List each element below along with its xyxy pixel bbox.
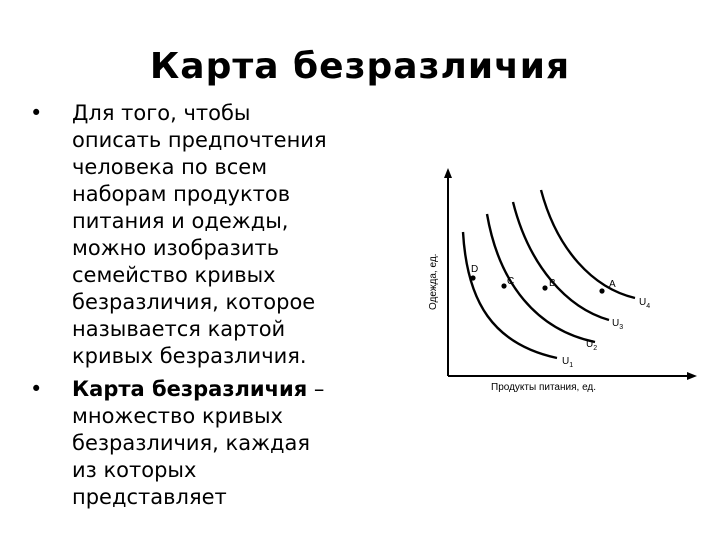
text-line: называется картой: [72, 317, 286, 341]
text-line: наборам продуктов: [72, 182, 291, 206]
point-a-label: A: [609, 279, 616, 290]
term-dash: –: [307, 377, 325, 401]
indifference-map-diagram: [405, 162, 705, 402]
curve-u4-subscript: 4: [646, 303, 651, 310]
bullet-dot-icon: •: [30, 377, 43, 401]
indifference-map-figure: [405, 162, 705, 402]
curve-u4-base: U: [639, 297, 647, 308]
point-a-marker: [599, 288, 604, 293]
curve-u4-label: [639, 297, 650, 310]
point-c-label: C: [507, 276, 515, 287]
text-line: можно изобразить: [72, 236, 280, 260]
curve-u2-subscript: 2: [593, 345, 598, 352]
curve-u1: [463, 232, 557, 358]
definition-line: [72, 376, 400, 403]
point-b-label: B: [549, 278, 556, 289]
curve-u2: [487, 214, 595, 342]
text-line: из которых: [72, 458, 197, 482]
text-line: питания и одежды,: [72, 209, 289, 233]
y-axis-arrow-icon: [444, 168, 452, 178]
text-line: безразличия, которое: [72, 290, 316, 314]
point-d-label: D: [471, 264, 479, 275]
curve-u2-label: [586, 339, 597, 352]
curve-u3-base: U: [612, 318, 620, 329]
x-axis-arrow-icon: [687, 372, 697, 380]
text-line: безразличия, каждая: [72, 431, 311, 455]
text-line: множество кривых: [72, 404, 283, 428]
curve-u1-label: [562, 356, 573, 369]
text-line: семейство кривых: [72, 263, 276, 287]
text-line: представляет: [72, 485, 227, 509]
bullet-item-1: [30, 100, 400, 370]
text-line: описать предпочтения: [72, 128, 327, 152]
curve-u1-subscript: 1: [569, 362, 574, 369]
y-axis-label: Одежда, ед.: [428, 253, 439, 310]
slide-title: Карта безразличия: [149, 46, 571, 87]
curve-u3-label: [612, 318, 623, 331]
point-b-marker: [542, 285, 547, 290]
bullet-list: [30, 100, 400, 517]
curve-u3-subscript: 3: [619, 324, 624, 331]
bullet-item-2: [30, 376, 400, 511]
curve-u1-base: U: [562, 356, 570, 367]
point-c-marker: [501, 283, 506, 288]
bullet-dot-icon: •: [30, 101, 43, 125]
defined-term: Карта безразличия: [72, 377, 308, 401]
text-line: человека по всем: [72, 155, 268, 179]
text-line: кривых безразличия.: [72, 344, 307, 368]
point-d-marker: [470, 275, 475, 280]
curve-u2-base: U: [586, 339, 594, 350]
x-axis-label: Продукты питания, ед.: [491, 382, 597, 393]
text-line: Для того, чтобы: [72, 101, 251, 125]
